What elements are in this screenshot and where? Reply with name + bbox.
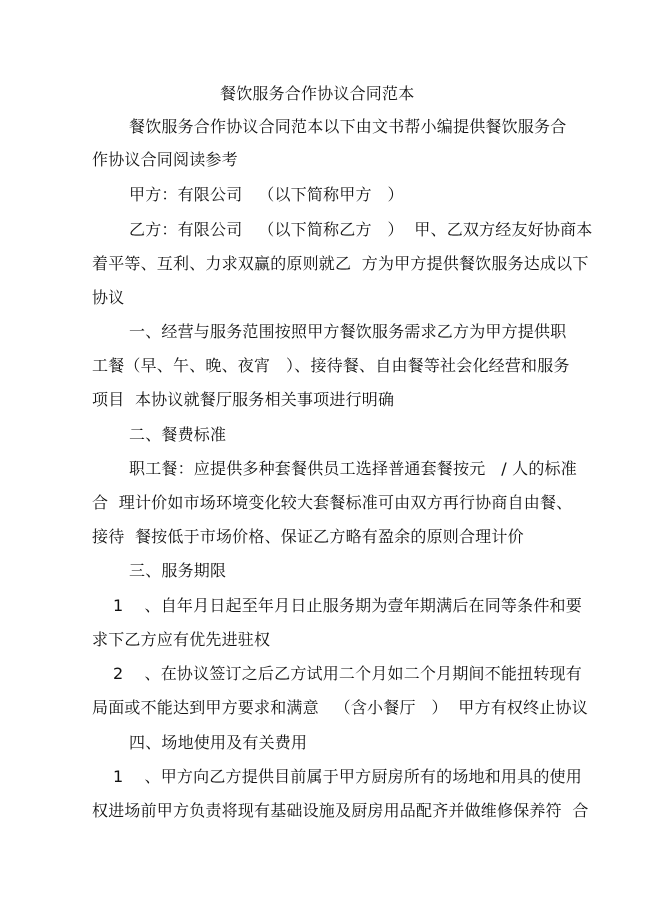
paragraph-line: 作协议合同阅读参考 [92,150,238,169]
paragraph-line: 权进场前甲方负责将现有基础设施及厨房用品配齐并做维修保养符 合 [92,801,589,820]
paragraph-line: 2 、在协议签订之后乙方试用二个月如二个月期间不能扭转现有 [113,664,582,683]
section-heading: 三、服务期限 [129,561,227,580]
paragraph-line: 接待 餐按低于市场价格、保证乙方略有盈余的原则合理计价 [92,527,524,546]
paragraph-line: 工餐（早、午、晚、夜宵 ）、接待餐、自由餐等社会化经营和服务 [92,356,570,375]
paragraph-line: 职工餐：应提供多种套餐供员工选择普通套餐按元 / 人的标准 [129,459,577,478]
paragraph-line: 餐饮服务合作协议合同范本以下由文书帮小编提供餐饮服务合 [129,117,567,136]
paragraph-line: 局面或不能达到甲方要求和满意 （含小餐厅 ） 甲方有权终止协议 [92,698,588,717]
paragraph-line: 1 、甲方向乙方提供目前属于甲方厨房所有的场地和用具的使用 [113,767,582,786]
document-title: 餐饮服务合作协议合同范本 [220,84,415,103]
paragraph-line: 乙方：有限公司 （以下简称乙方 ） 甲、乙双方经友好协商本 [129,220,593,239]
paragraph-line: 甲方：有限公司 （以下简称甲方 ） [129,185,404,204]
paragraph-line: 1 、自年月日起至年月日止服务期为壹年期满后在同等条件和要 [113,596,582,615]
paragraph-line: 合 理计价如市场环境变化较大套餐标准可由双方再行协商自由餐、 [92,493,573,512]
section-heading: 二、餐费标准 [129,425,227,444]
section-heading: 四、场地使用及有关费用 [129,733,308,752]
paragraph-line: 一、经营与服务范围按照甲方餐饮服务需求乙方为甲方提供职 [129,322,567,341]
paragraph-line: 项目 本协议就餐厅服务相关事项进行明确 [92,390,395,409]
paragraph-line: 求下乙方应有优先进驻权 [92,630,271,649]
paragraph-line: 着平等、互利、力求双赢的原则就乙 方为甲方提供餐饮服务达成以下 [92,254,589,273]
paragraph-line: 协议 [92,288,125,307]
